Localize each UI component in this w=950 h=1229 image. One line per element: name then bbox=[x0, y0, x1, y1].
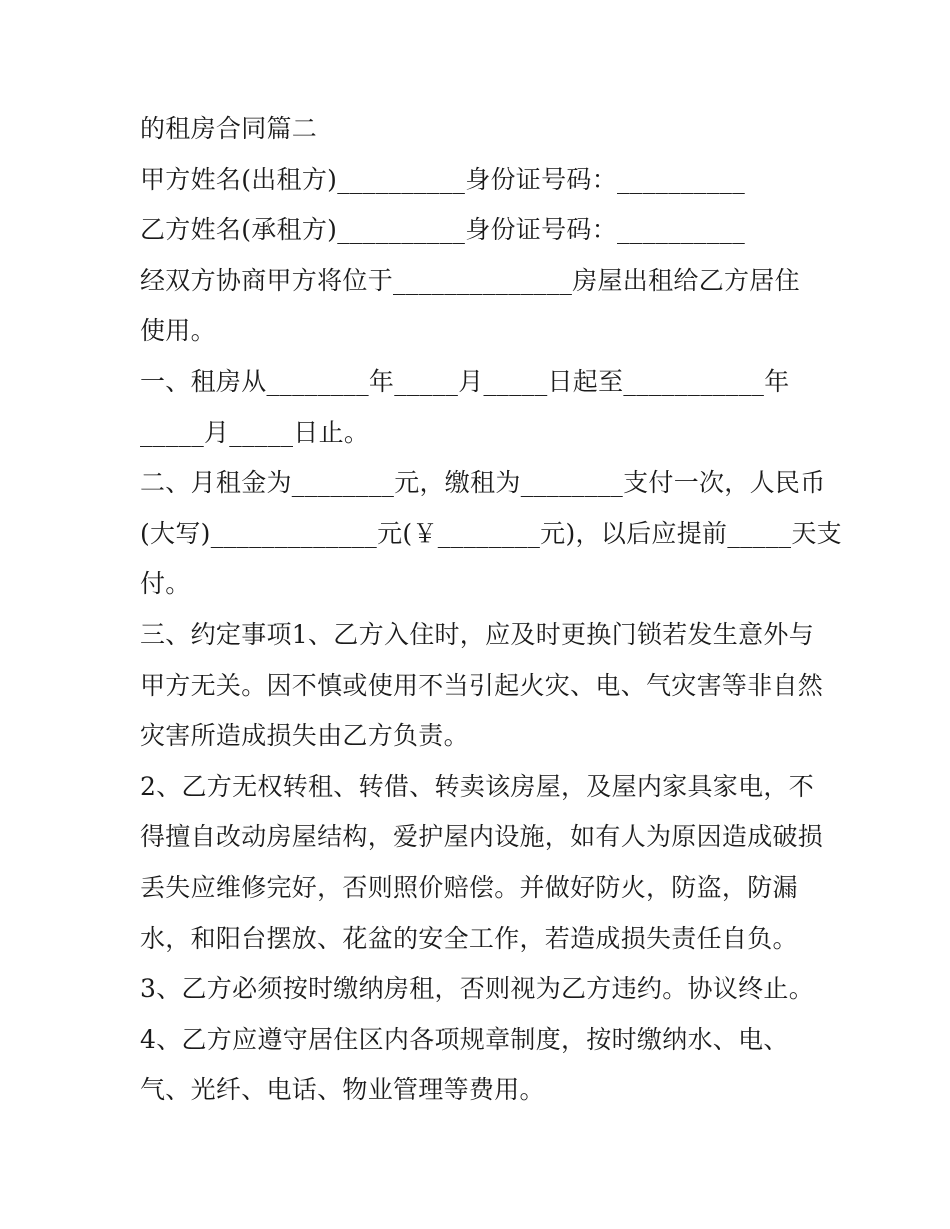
clause-1-line: 三、约定事项1、乙方入住时，应及时更换门锁若发生意外与 bbox=[140, 619, 815, 649]
clause-1-line-cont: 甲方无关。因不慎或使用不当引起火灾、电、气灾害等非自然 bbox=[140, 670, 824, 700]
clause-2-line-cont2: 丢失应维修完好，否则照价赔偿。并做好防火，防盗，防漏 bbox=[140, 872, 798, 902]
clause-3-line: 3、乙方必须按时缴纳房租，否则视为乙方违约。协议终止。 bbox=[140, 974, 815, 1004]
section-title: 的租房合同篇二 bbox=[140, 114, 318, 143]
term-line-cont: _____月_____日止。 bbox=[140, 417, 370, 447]
agreement-line: 经双方协商甲方将位于______________房屋出租给乙方居住 bbox=[140, 265, 800, 295]
agreement-line-cont: 使用。 bbox=[140, 316, 216, 346]
document-body bbox=[140, 104, 842, 1116]
clause-1-line-end: 灾害所造成损失由乙方负责。 bbox=[140, 721, 469, 751]
clause-2-line-end: 水，和阳台摆放、花盆的安全工作，若造成损失责任自负。 bbox=[140, 923, 798, 953]
rent-line-end: 付。 bbox=[140, 569, 191, 599]
clause-4-line-end: 气、光纤、电话、物业管理等费用。 bbox=[140, 1075, 545, 1105]
clause-2-line-cont: 得擅自改动房屋结构，爱护屋内设施，如有人为原因造成破损 bbox=[140, 822, 824, 852]
party-a-line: 甲方姓名(出租方)__________身份证号码：__________ bbox=[140, 164, 746, 194]
party-b-line: 乙方姓名(承租方)__________身份证号码：__________ bbox=[140, 215, 746, 245]
term-line: 一、租房从________年_____月_____日起至___________年 bbox=[140, 366, 790, 396]
clause-4-line: 4、乙方应遵守居住区内各项规章制度，按时缴纳水、电、 bbox=[140, 1024, 789, 1054]
rent-line: 二、月租金为________元，缴租为________支付一次，人民币 bbox=[140, 468, 826, 498]
rent-line-cont: (大写)_____________元(￥________元)，以后应提前_____天支 bbox=[140, 518, 842, 548]
clause-2-line: 2、乙方无权转租、转借、转卖该房屋，及屋内家具家电，不 bbox=[140, 771, 815, 801]
